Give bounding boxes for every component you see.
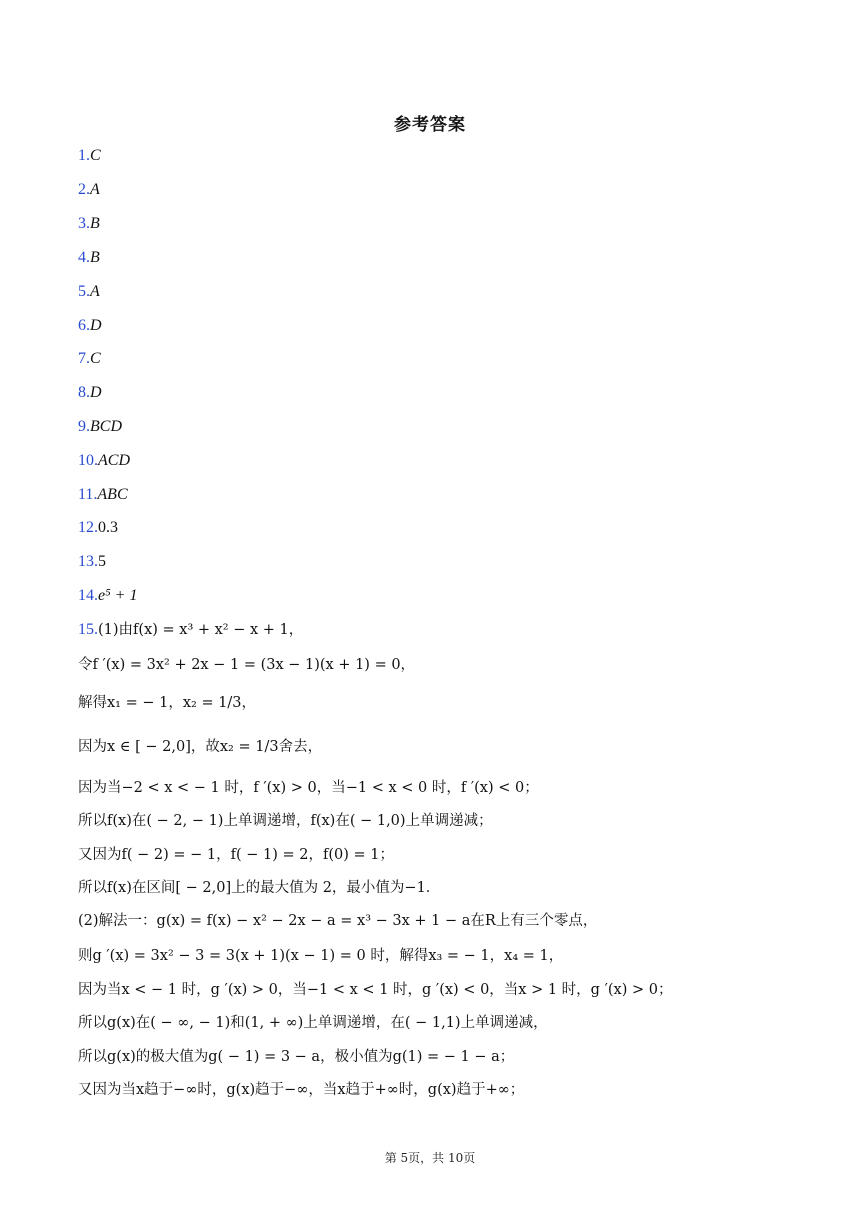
answer-number: 7. (78, 350, 90, 367)
solution-line (78, 911, 597, 931)
answer-number: 4. (78, 249, 90, 266)
answer-number: 2. (78, 181, 90, 198)
solution-line (78, 946, 563, 966)
solution-text: 因为x ∈ [ − 2,0]，故x₂ = 1/3舍去， (78, 739, 323, 755)
solution-text: 所以g(x)在( − ∞, − 1)和(1, + ∞)上单调递增，在( − 1,1)上单调递减， (78, 1015, 548, 1031)
answer-value: ABC (97, 486, 128, 503)
solution-text: (2)解法一：g(x) = f(x) − x² − 2x − a = x³ − 3x + 1 − a在R上有三个零点， (78, 913, 598, 929)
solution-text: (1)由f(x) = x³ + x² − x + 1， (98, 622, 304, 638)
solution-line (78, 737, 322, 757)
solution-line (78, 878, 440, 898)
page-footer: 第 5页，共 10页 (384, 1151, 476, 1165)
solution-text: 因为当x < − 1 时，g ′(x) > 0，当−1 < x < 1 时，g ′(x) < 0，当x > 1 时，g ′(x) > 0； (78, 982, 673, 998)
answer-item (78, 518, 118, 538)
solution-text: 又因为f( − 2) = − 1，f( − 1) = 2，f(0) = 1； (78, 847, 394, 863)
answer-item (78, 451, 130, 471)
solution-line (78, 845, 394, 865)
answer-number: 10. (78, 452, 98, 469)
answer-value: A (90, 283, 100, 300)
answer-value: C (90, 350, 101, 367)
answer-number: 11. (78, 486, 98, 503)
solution-line (78, 778, 539, 798)
solution-text: 解得x₁ = − 1，x₂ = 1/3， (78, 695, 257, 711)
solution-text: 令f ′(x) = 3x² + 2x − 1 = (3x − 1)(x + 1) = 0， (78, 657, 416, 673)
answer-item (78, 485, 128, 505)
answer-item (78, 248, 100, 268)
answer-value: 0.3 (98, 519, 118, 536)
answer-item (78, 552, 106, 572)
answer-number: 1. (78, 147, 90, 164)
question-number: 15. (78, 621, 98, 638)
answer-number: 12. (78, 519, 98, 536)
answer-item (78, 282, 100, 302)
answer-item (78, 586, 137, 606)
answer-value: BCD (90, 418, 122, 435)
answer-number: 8. (78, 384, 90, 401)
solution-line (78, 620, 303, 640)
answer-item (78, 383, 102, 403)
answer-item (78, 146, 101, 166)
solution-line (78, 1080, 524, 1100)
solution-text: 所以f(x)在区间[ − 2,0]上的最大值为 2，最小值为−1． (78, 880, 441, 896)
solution-text: 所以f(x)在( − 2, − 1)上单调递增，f(x)在( − 1,0)上单调递减； (78, 813, 493, 829)
answer-value: 5 (98, 553, 106, 570)
solution-line (78, 811, 493, 831)
answer-value: D (90, 384, 102, 401)
answer-item (78, 349, 101, 369)
solution-line (78, 655, 415, 675)
answer-item (78, 214, 100, 234)
page-title: 参考答案 (394, 115, 466, 135)
solution-text: 又因为当x趋于−∞时，g(x)趋于−∞，当x趋于+∞时，g(x)趋于+∞； (78, 1082, 525, 1098)
solution-text: 所以g(x)的极大值为g( − 1) = 3 − a，极小值为g(1) = − 1 − a； (78, 1049, 515, 1065)
solution-text: 因为当−2 < x < − 1 时，f ′(x) > 0，当−1 < x < 0 时，f ′(x) < 0； (78, 780, 539, 796)
answer-value: ACD (98, 452, 130, 469)
answer-number: 5. (78, 283, 90, 300)
answer-value: B (90, 215, 100, 232)
solution-line (78, 980, 672, 1000)
answer-value: D (90, 317, 102, 334)
answer-number: 14. (78, 587, 98, 604)
solution-line (78, 693, 256, 713)
answer-value: e⁵ + 1 (98, 587, 138, 604)
answer-number: 9. (78, 418, 90, 435)
answer-value: A (90, 181, 100, 198)
answer-number: 3. (78, 215, 90, 232)
solution-line (78, 1047, 514, 1067)
answer-value: B (90, 249, 100, 266)
answer-item (78, 316, 102, 336)
answer-item (78, 417, 122, 437)
solution-text: 则g ′(x) = 3x² − 3 = 3(x + 1)(x − 1) = 0 时，解得x₃ = − 1，x₄ = 1， (78, 948, 564, 964)
answer-item (78, 180, 100, 200)
answer-number: 13. (78, 553, 98, 570)
answer-value: C (90, 147, 101, 164)
answer-number: 6. (78, 317, 90, 334)
solution-line (78, 1013, 548, 1033)
